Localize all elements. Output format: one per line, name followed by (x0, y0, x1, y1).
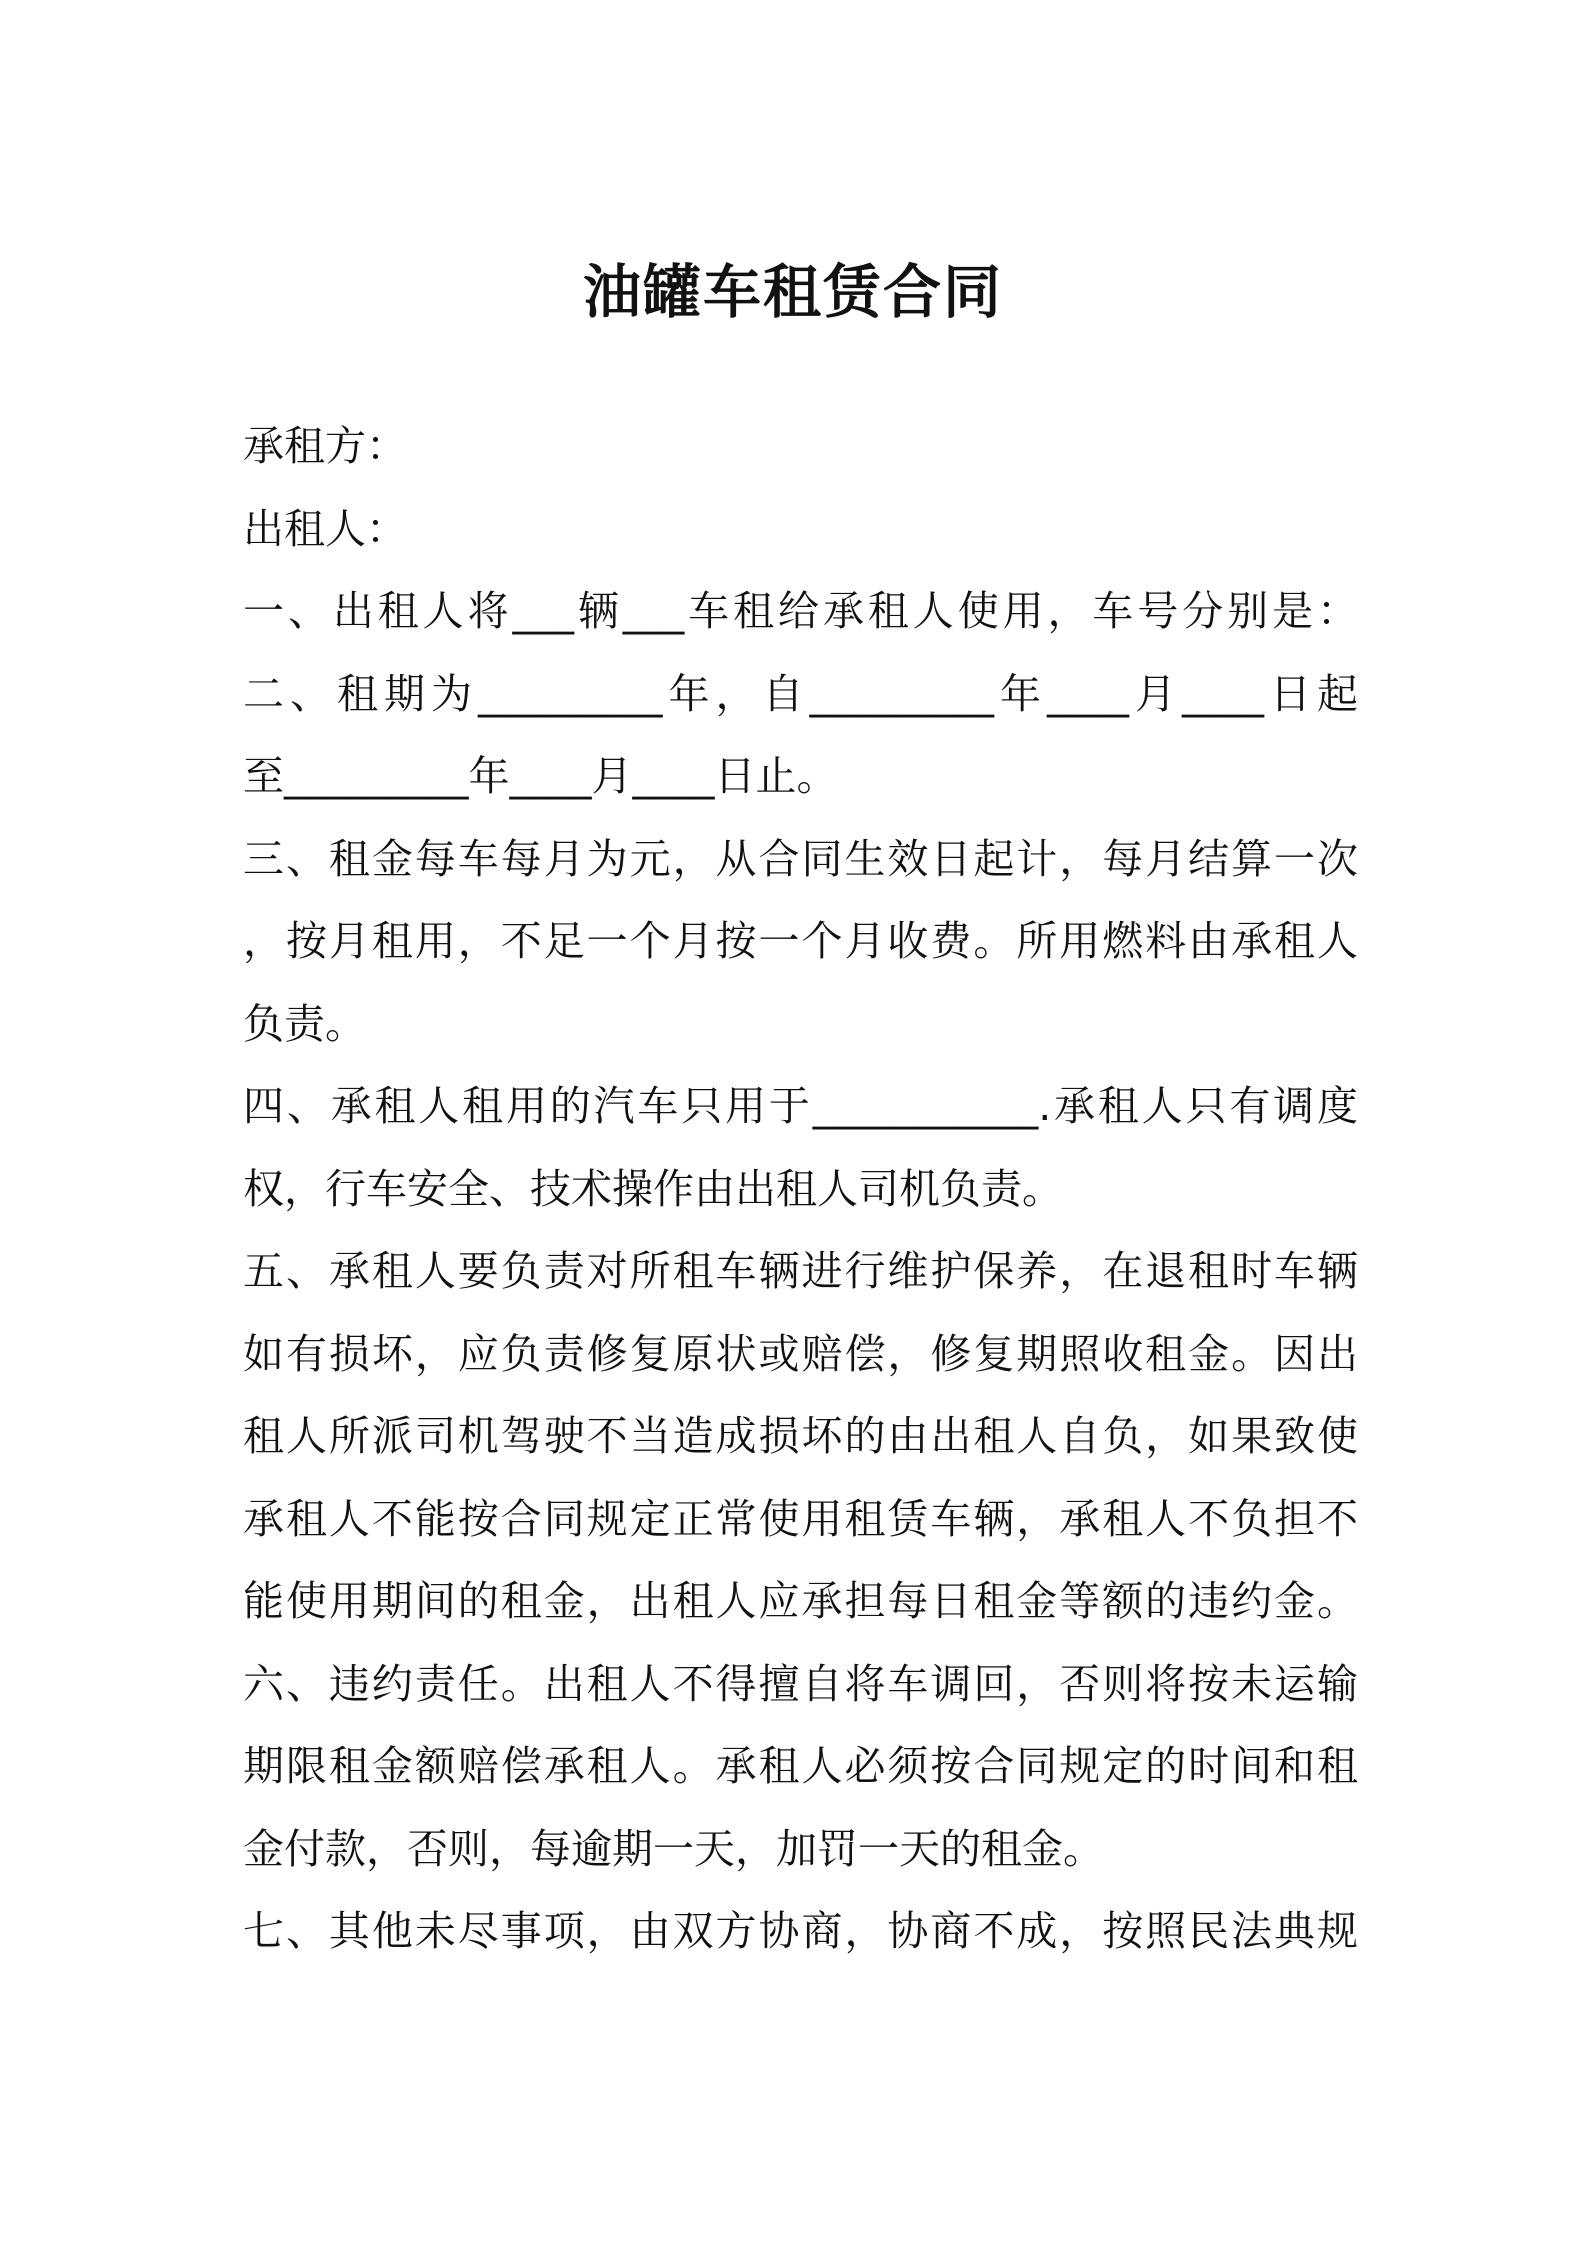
text-line: 承租人不能按合同规定正常使用租赁车辆，承租人不负担不 (243, 1494, 1358, 1543)
text-line: 四、承租人租用的汽车只用于___________.承租人只有调度 (243, 1082, 1358, 1130)
text-line: 负责。 (243, 999, 366, 1048)
contract-body (243, 405, 1358, 1973)
text-line: 六、违约责任。出租人不得擅自将车调回，否则将按未运输 (243, 1659, 1358, 1708)
text-line: 能使用期间的租金，出租人应承担每日租金等额的违约金。 (243, 1577, 1358, 1625)
text-line: 七、其他未尽事项，由双方协商，协商不成，按照民法典规 (243, 1907, 1358, 1955)
text-line: 一、出租人将___辆___车租给承租人使用，车号分别是： (243, 587, 1358, 635)
text-line: 出租人： (243, 504, 407, 553)
text-line: ，按月租用，不足一个月按一个月收费。所用燃料由承租人 (243, 917, 1358, 965)
text-line: 租人所派司机驾驶不当造成损坏的由出租人自负，如果致使 (243, 1412, 1358, 1460)
text-line: 期限租金额赔偿承租人。承租人必须按合同规定的时间和租 (243, 1742, 1358, 1790)
text-line: 承租方： (243, 422, 407, 470)
text-line: 三、租金每车每月为元，从合同生效日起计，每月结算一次 (243, 834, 1358, 883)
text-line: 权，行车安全、技术操作由出租人司机负责。 (243, 1164, 1063, 1213)
text-line: 至_________年____月____日止。 (243, 752, 838, 800)
document-title: 油罐车租赁合同 (582, 258, 1003, 326)
text-line: 金付款，否则，每逾期一天，加罚一天的租金。 (243, 1824, 1104, 1873)
text-line: 二、租期为_________年，自_________年____月____日起 (243, 669, 1358, 718)
text-line: 如有损坏，应负责修复原状或赔偿，修复期照收租金。因出 (243, 1329, 1358, 1378)
text-line: 五、承租人要负责对所租车辆进行维护保养，在退租时车辆 (243, 1247, 1358, 1295)
